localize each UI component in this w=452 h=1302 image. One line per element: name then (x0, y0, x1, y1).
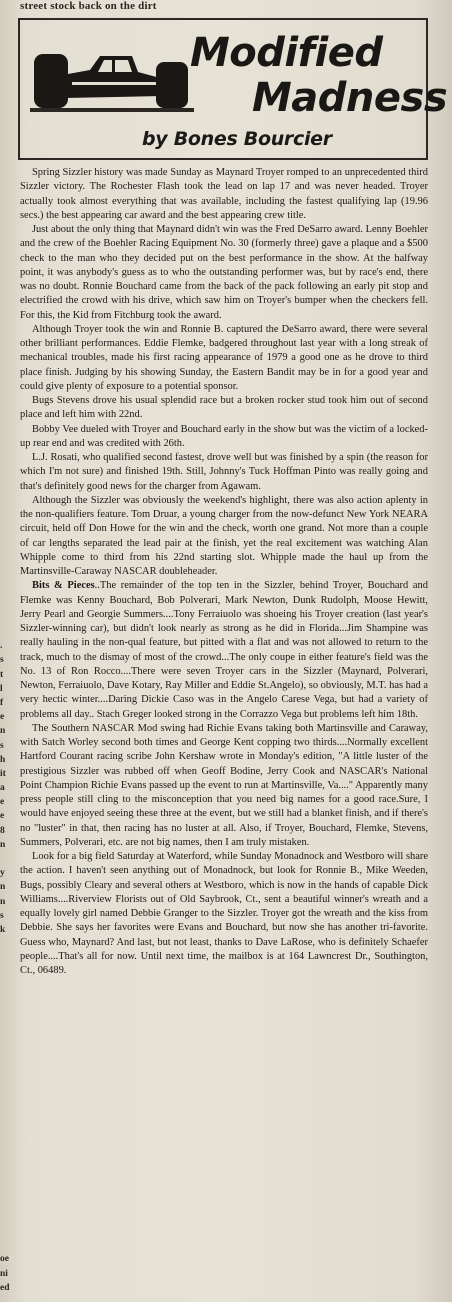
margin-fragment: n (0, 896, 6, 907)
article-header-box (18, 18, 448, 160)
margin-fragment (0, 625, 12, 639)
margin-fragment: s (0, 910, 4, 921)
article-paragraph: Spring Sizzler history was made Sunday as Maynard Troyer romped to an unprecedented third Sizzler victory. The Rochester Flash took the lead on lap 17 and was never headed. Troyer actually took almost everything that was available, including the fastest qualifying lap (19.96 secs.) the best appearing car award and the best appearing crew title. (20, 167, 428, 221)
article-paragraph: Just about the only thing that Maynard didn't win was the Fred DeSarro award. Lenny Boehler and the crew of the Boehler Racing Equipment No. 30 (formerly three) gave a plaque and a $500 check to the man who they decided put on the best performance in the show. At the halfway point, it was anybody's guess as to who the outstanding performer was, but by race's end, there was no doubt. Ronnie Bouchard came from the back of the pack following an early pit stop and electrified the crowd with his drive, which saw him on Troyer's bumper when the checkers fell. For this, the Kid from Fitchburg took the award. (20, 224, 428, 321)
adjacent-column-fragment (0, 625, 12, 937)
margin-fragment: f (0, 697, 4, 708)
margin-fragment: ed (0, 1283, 10, 1293)
margin-fragment: a (0, 783, 5, 794)
bits-and-pieces-heading: Bits & Pieces (32, 580, 95, 592)
bits-and-pieces-paragraph (20, 579, 428, 722)
margin-fragment: s (0, 655, 4, 666)
margin-fragment: e (0, 712, 5, 723)
margin-fragment: it (0, 768, 6, 779)
article-paragraph: Although Troyer took the win and Ronnie B. captured the DeSarro award, there were several other brilliant performances. Eddie Flemke, badgered throughout last year with a long streak of mechanical troubles, made his first racing appearance of 1979 a good one as he drove to third place finish. Judging by his showing Sunday, the Eastern Bandit may be in for a good year and could give plenty of exposure to a potential sponsor. (20, 323, 428, 392)
margin-fragment: . (0, 641, 3, 652)
margin-fragment: n (0, 882, 6, 893)
modified-race-car-icon (28, 44, 196, 116)
article-paragraph: Bobby Vee dueled with Troyer and Bouchard early in the show but was the victim of a locked-up rear end and was credited with 26th. (20, 423, 428, 449)
margin-fragment: n (0, 726, 6, 737)
headline-line-1: Modified (190, 30, 383, 76)
article-paragraph: Bugs Stevens drove his usual splendid race but a broken rocker stud took him out of second place and left him with 22nd. (20, 395, 428, 421)
margin-fragment: k (0, 924, 6, 935)
margin-fragment: oe (0, 1254, 9, 1264)
margin-fragment (0, 852, 12, 866)
margin-fragment: t (0, 669, 4, 680)
margin-fragment: 8 (0, 825, 5, 836)
margin-fragment: n (0, 839, 6, 850)
margin-fragment: e (0, 811, 5, 822)
margin-fragment: e (0, 797, 5, 808)
adjacent-column-fragment-bottom (0, 1252, 14, 1296)
article-paragraph: L.J. Rosati, who qualified second fastest, drove well but was finished by a spin (the reason for which I'm not sure) and finished 19th. Still, Johnny's Tuck Hoffman Pinto was really going and that's definitely good news for the charger from Agawam. (20, 452, 428, 492)
margin-fragment: y (0, 868, 5, 879)
margin-fragment: h (0, 754, 6, 765)
previous-article-snippet: street stock back on the dirt (20, 0, 157, 12)
article-paragraph: The Southern NASCAR Mod swing had Richie Evans taking both Martinsville and Caraway, with Satch Worley second both times and George Kent copping two thirds....Normally excellent Hartford Courant racing scribe John Kershaw wrote in Monday's edition, "A little luster of the prestigious Sizzler was rubbed off when Geoff Bodine, Jerry Cook and NASCAR's National Point Champion Richie Evans passed up the event to run at Martinsville, Va...." Apparently many press people still cling to the misconception that you need big names for a good race.Sure, I would have enjoyed seeing these three at the event, but we still had a blanket finish, and if there's no "luster" in that, then racing has no luster at all. Also, if Troyer, Bouchard, Flemke, Stevens, Summers, Polverari, etc. are not big names, then I am truly mistaken. (20, 722, 428, 848)
article-paragraph: Although the Sizzler was obviously the weekend's highlight, there was also action aplenty in the non-qualifiers feature. Tom Druar, a young charger from the now-defunct New York NEARA circuit, held off Don Howe for the win and the check, worth one grand. Not more than a couple of car lengths separated the lead pair at the finish, yet the real excitement was watching Alan Whipple come to third from his 22nd starting slot. Whipple made the haul up from the Martinsville-Caraway NASCAR doubleheader. (20, 494, 428, 577)
margin-fragment: l (0, 683, 3, 694)
margin-fragment: ni (0, 1268, 8, 1279)
byline: by Bones Bourcier (142, 128, 332, 150)
headline-line-2: Madness (252, 75, 448, 121)
bits-and-pieces-text: ..The remainder of the top ten in the Sizzler, behind Troyer, Bouchard and Flemke was Kenny Bouchard, Bob Polverari, Mark Newton, Dunk Rudolph, Moose Hewitt, Jerry Pearl and Georgie Summers....Tony Ferraiuolo was shoeing his Troyer creation (last year's Sizzler-winning car), but didn't look nearly as strong as he did in Florida...Jim Shampine was really hauling in the non-qual feature, but pitted with a flat and was not allowed to return to the track, much to the dismay of most of the crowd...The only coupe in either feature's field was the No. 13 of Ron Rocco....There were seven Troyer cars in the Sizzler (Maynard, Polverari, Newton, Ferraiuolo, Dave Kotary, Ray Miller and Eddie St.Angelo), so obviously, M.T. has had a very hectic winter....Daring Dickie Caso was in the Angelo Carese Vega, but had a variety of problems all day.. Stach Greger looked strong in the Corrazzo Vega but problems left him 18th. (20, 580, 428, 720)
article-body (20, 166, 428, 978)
article-paragraph: Look for a big field Saturday at Waterford, while Sunday Monadnock and Westboro will share the action. I haven't seen anything out of Monadnock, but look for Ronnie B., Mike Weeden, Bugs, possibly Cleary and several others at Westboro, which is now in the hands of capable Dick Williams....Riverview Florists out of Old Saybrook, Ct., sent a beautiful winner's wreath and a equally lovely girl named Debbie Granger to the Sizzler. Troyer got the wreath and the kiss from Debbie. She says her favorites were Evans and Bouchard, but now she has another tri-favorite. Guess who, Maynard? And last, but not least, thanks to Dave LaRose, who is definitely Schaefer people....That's all for now. Until next time, the mailbox is at 164 Lawncrest Dr., Southington, Ct., 06489. (20, 851, 428, 976)
margin-fragment: s (0, 740, 4, 751)
